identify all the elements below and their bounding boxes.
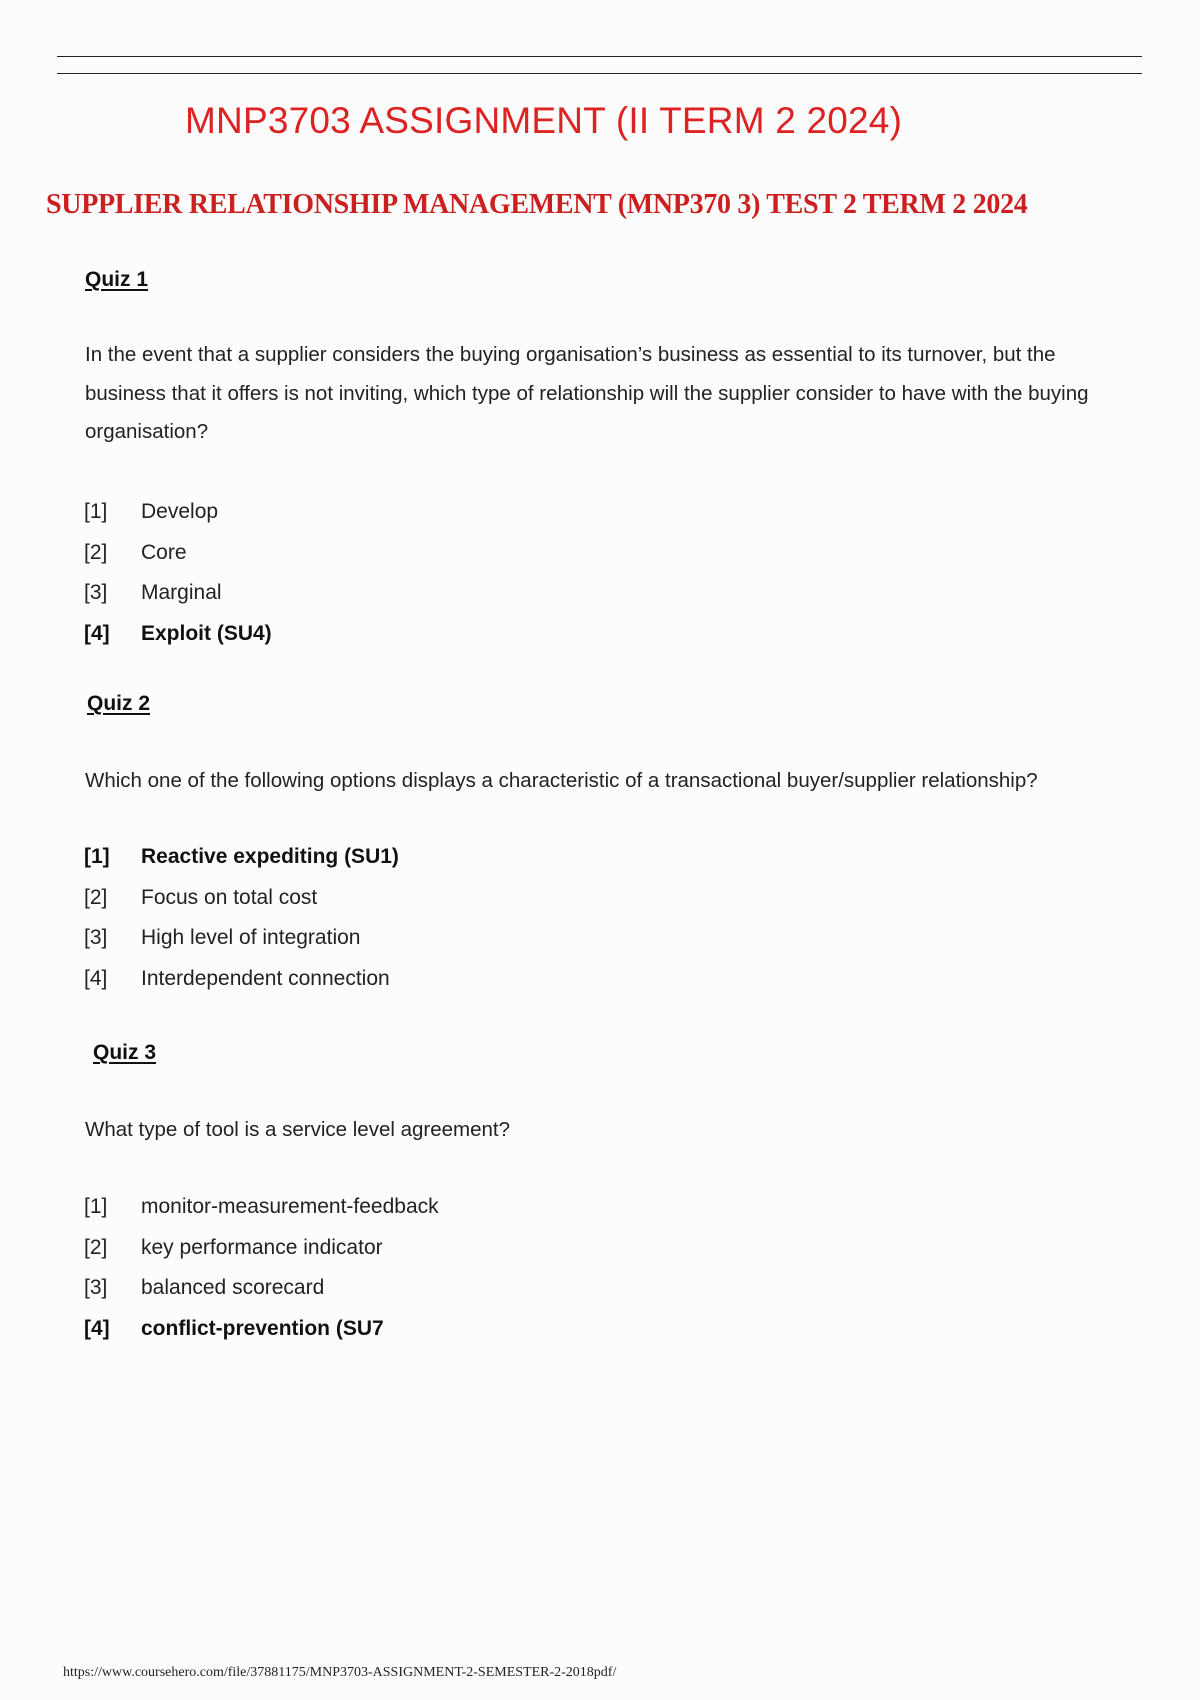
option-text: monitor-measurement-feedback [141, 1195, 439, 1219]
option-text: Marginal [141, 581, 222, 605]
top-rule-upper [57, 56, 1142, 57]
option-text: Interdependent connection [141, 966, 390, 990]
option-number: [3] [84, 1276, 108, 1300]
quiz-2-question: Which one of the following options displays a characteristic of a transactional buyer/supplier relationship? [85, 769, 1038, 792]
quiz-1-option-2 [84, 533, 272, 574]
quiz-3-heading: Quiz 3 [93, 1041, 157, 1064]
quiz-3-options [84, 1187, 439, 1349]
option-number: [4] [84, 621, 110, 645]
top-rule-lower [57, 73, 1142, 74]
quiz-3-option-1 [84, 1187, 439, 1228]
quiz-2-option-4 [84, 959, 399, 1000]
option-text: Focus on total cost [141, 885, 318, 909]
option-text: Reactive expediting (SU1) [141, 845, 399, 869]
option-text: Develop [141, 500, 219, 524]
footer-source-url: https://www.coursehero.com/file/37881175/MNP3703-ASSIGNMENT-2-SEMESTER-2-2018pdf/ [63, 1665, 617, 1680]
option-text: High level of integration [141, 926, 361, 950]
quiz-1-options [84, 492, 272, 654]
quiz-1-question: In the event that a supplier considers the buying organisation’s business as essential to its turnover, but the business that it offers is not inviting, which type of relationship will the supplier consider to have with the buying organisation? [85, 343, 1089, 443]
option-number: [1] [84, 1195, 108, 1219]
option-number: [2] [84, 1235, 108, 1259]
option-text: key performance indicator [141, 1235, 383, 1259]
document-title: MNP3703 ASSIGNMENT (II TERM 2 2024) [185, 100, 903, 141]
option-number: [3] [84, 926, 108, 950]
quiz-3-option-4-correct [84, 1309, 439, 1350]
option-text: balanced scorecard [141, 1276, 325, 1300]
quiz-1-option-4-correct [84, 614, 272, 655]
option-text: conflict-prevention (SU7 [141, 1316, 384, 1340]
quiz-2-option-2 [84, 878, 399, 919]
option-number: [1] [84, 845, 110, 869]
quiz-2-options [84, 837, 399, 999]
option-number: [3] [84, 581, 108, 605]
document-subtitle: SUPPLIER RELATIONSHIP MANAGEMENT (MNP370 3) TEST 2 TERM 2 2024 [46, 189, 1028, 220]
quiz-3-option-3 [84, 1268, 439, 1309]
option-number: [2] [84, 540, 108, 564]
option-number: [1] [84, 500, 108, 524]
quiz-2-option-3 [84, 918, 399, 959]
quiz-1-option-1 [84, 492, 272, 533]
option-text: Exploit (SU4) [141, 621, 272, 645]
quiz-3-option-2 [84, 1228, 439, 1269]
option-text: Core [141, 540, 187, 564]
quiz-3-question: What type of tool is a service level agreement? [85, 1118, 511, 1141]
quiz-1-option-3 [84, 573, 272, 614]
quiz-2-heading: Quiz 2 [87, 692, 151, 715]
option-number: [4] [84, 966, 108, 990]
quiz-2-option-1-correct [84, 837, 399, 878]
option-number: [2] [84, 885, 108, 909]
option-number: [4] [84, 1316, 110, 1340]
quiz-1-heading: Quiz 1 [85, 268, 149, 291]
